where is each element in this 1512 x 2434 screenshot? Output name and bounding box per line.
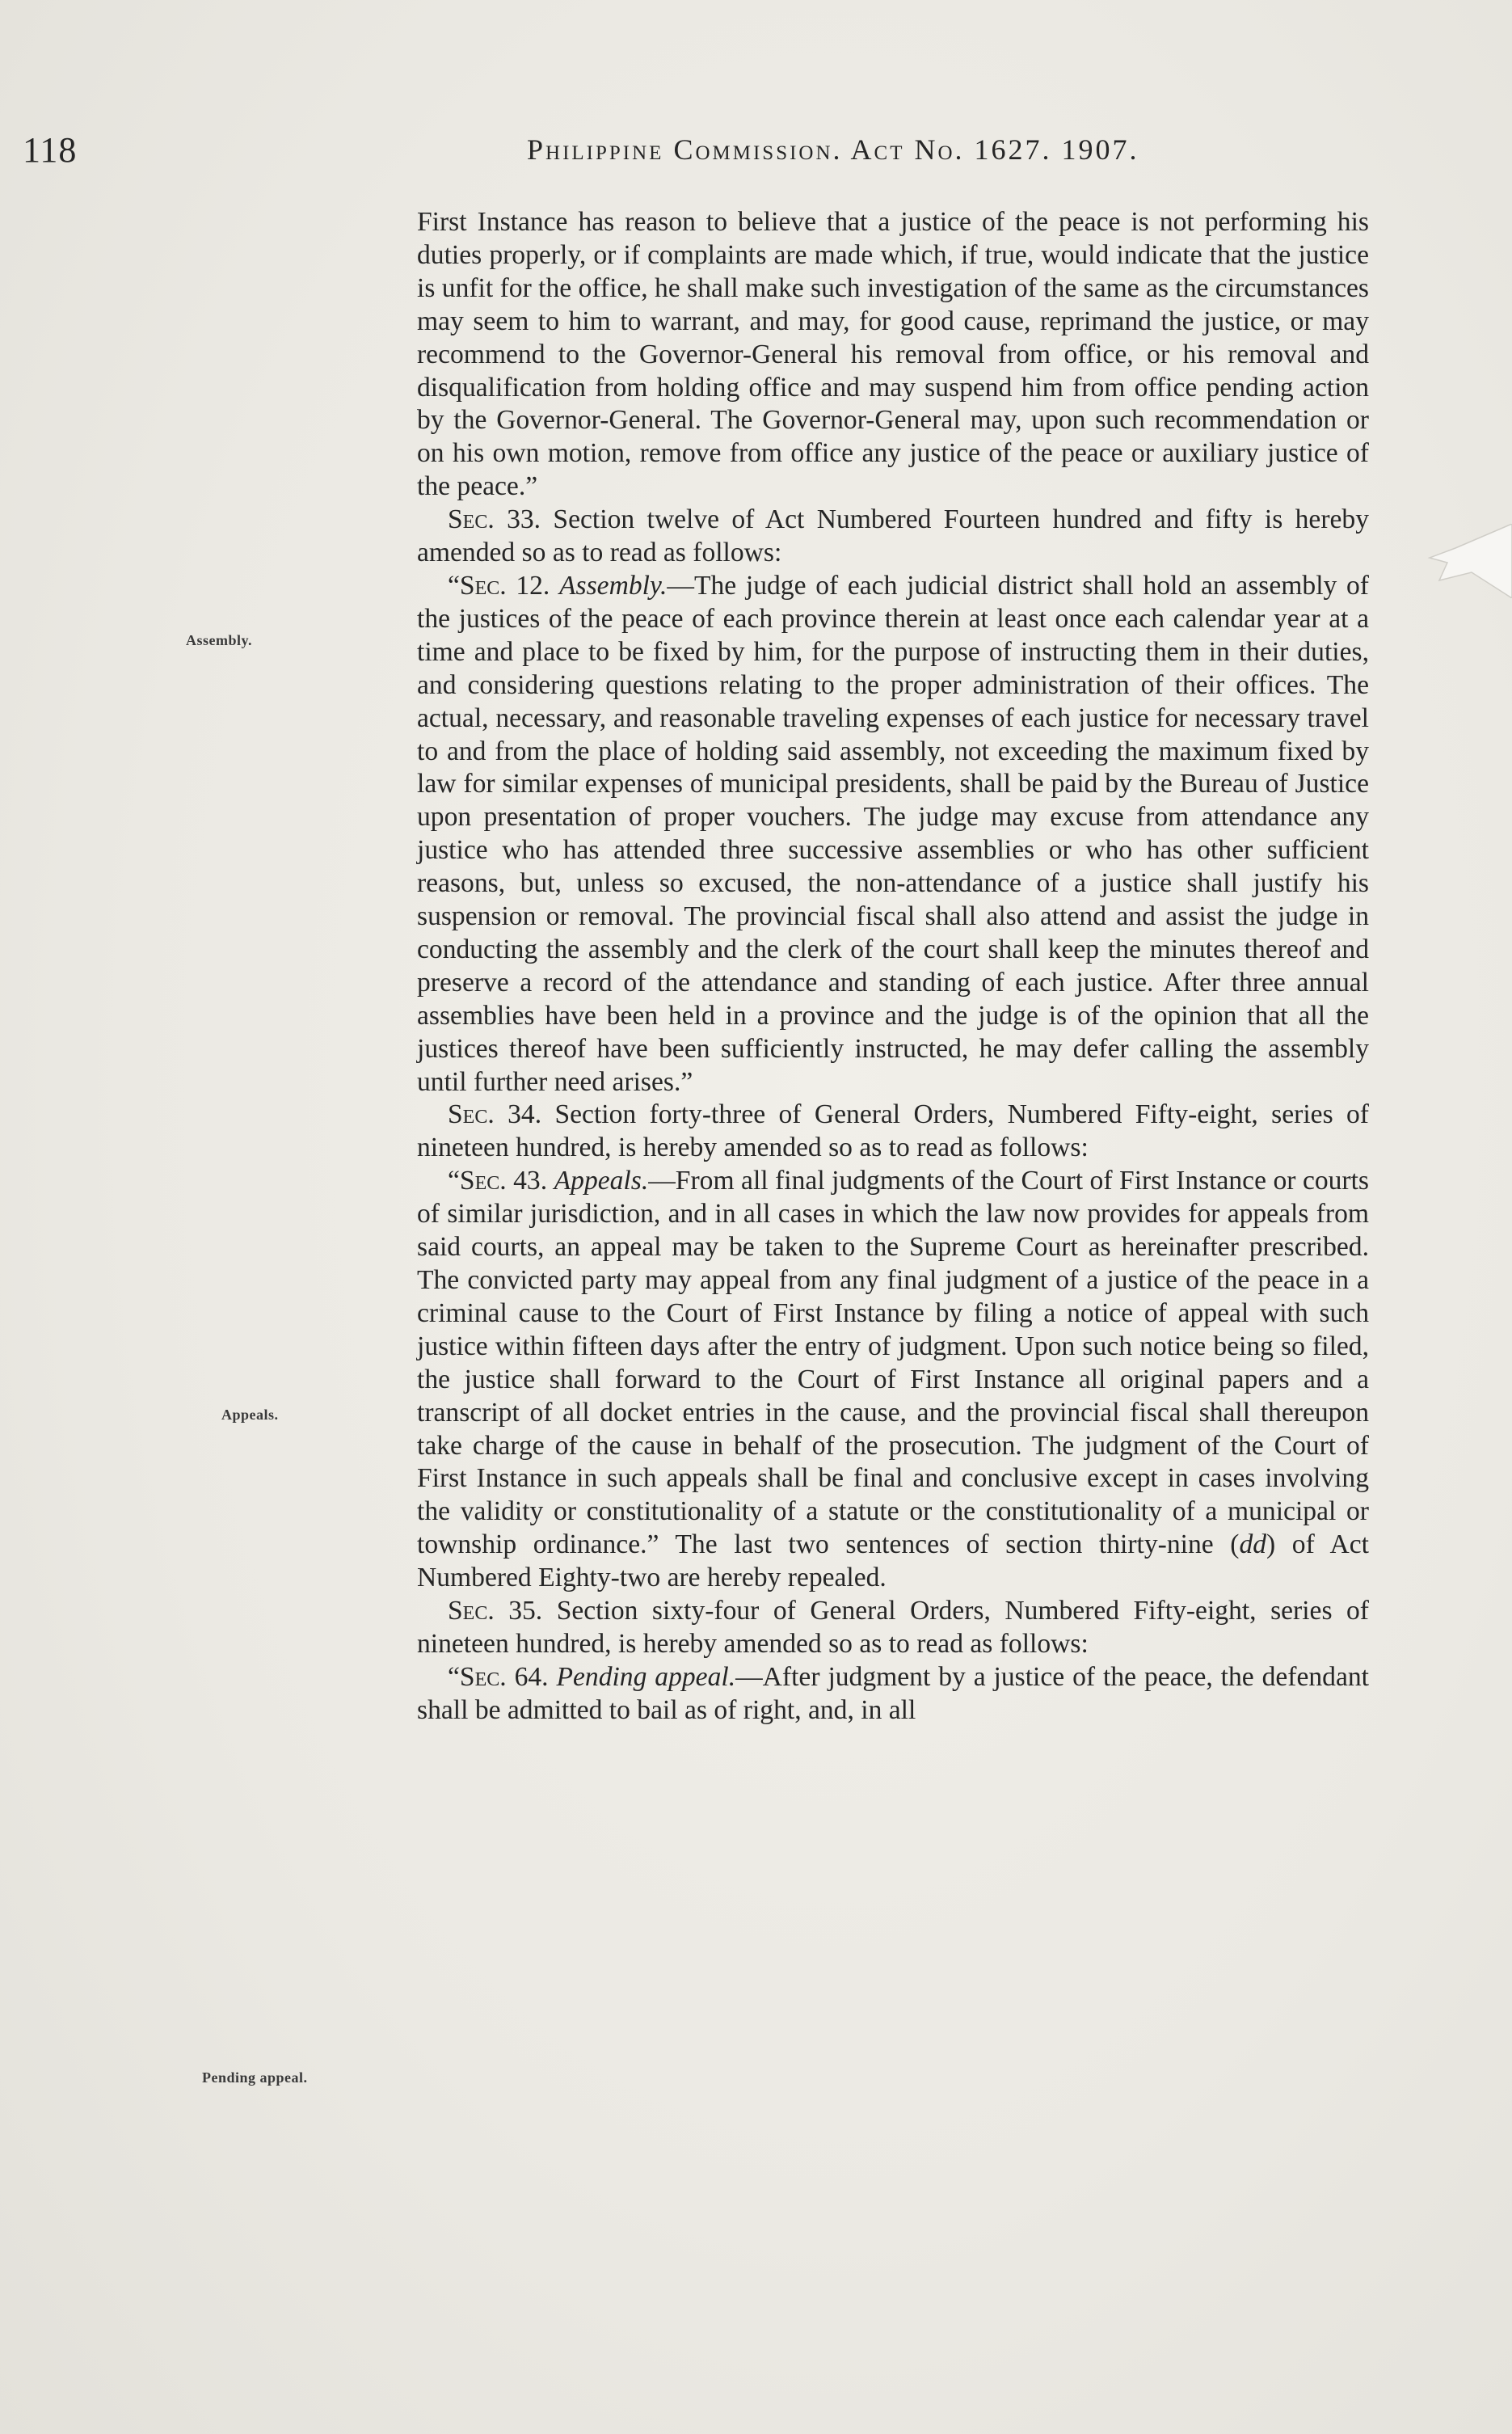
section-number: “Sec. 64. xyxy=(448,1661,549,1692)
paragraph-section-35 xyxy=(417,1595,1369,1661)
paragraph-text: —From all final judgments of the Court of First Instance or courts of similar jurisdiction, and in all cases in which the law now provides for appeals from said courts, an appeal may be taken to the Supreme Court as hereinafter prescribed. The convicted party may appeal from any final judgment of a justice of the peace in a criminal cause to the Court of First Instance by filing a notice of appeal with such justice within fifteen days after the entry of judgment. Upon such notice being so filed, the justice shall forward to the Court of First Instance all original papers and a transcript of all docket entries in the cause, and the provincial fiscal shall thereupon take charge of the cause in behalf of the prosecution. The judgment of the Court of First Instance in such appeals shall be final and conclusive except in cases involving the validity or constitutionality of a statute or the constitutionality of a municipal or township ordinance.” The last two sentences of section thirty-nine ( xyxy=(417,1166,1370,1560)
paragraph-text: Section forty-three of General Orders, Numbered Fifty-eight, series of nineteen hundred, is hereby amended so as to read as follows: xyxy=(417,1099,1369,1163)
paper-tear-mark xyxy=(1423,524,1512,598)
section-number: Sec. 34. xyxy=(448,1099,542,1130)
section-number: “Sec. 12. xyxy=(448,570,550,601)
section-number: Sec. 35. xyxy=(448,1596,543,1626)
margin-note-assembly: Assembly. xyxy=(186,632,253,648)
paragraph-section-12 xyxy=(417,570,1369,1099)
margin-note-pending-appeal: Pending appeal. xyxy=(202,2069,308,2086)
section-heading: Assembly. xyxy=(559,570,668,601)
paragraph-text: —After judgment by a justice of the peace, the defendant shall be admitted to bail as of right, and, in all xyxy=(417,1661,1369,1725)
section-number: Sec. 33. xyxy=(448,504,541,535)
body-text xyxy=(417,206,1369,1727)
paragraph-text: Section twelve of Act Numbered Fourteen hundred and fifty is hereby amended so as to read as follows: xyxy=(417,504,1369,568)
paragraph-text: ) of Act Numbered Eighty-two are hereby repealed. xyxy=(417,1529,1369,1593)
page-number: 118 xyxy=(23,130,78,170)
paragraph-section-64 xyxy=(417,1661,1369,1727)
paragraph-continued: First Instance has reason to believe that a justice of the peace is not performing his duties properly, or if complaints are made which, if true, would indicate that the justice is unfit for the office, he shall make such investigation of the same as the circumstances may seem to him to warrant, and may, for good cause, reprimand the justice, or may recommend to the Governor-General his removal from office, or his removal and disqualification from holding office and may suspend him from office pending action by the Governor-General. The Governor-General may, upon such recommendation or on his own motion, remove from office any justice of the peace or auxiliary justice of the peace.” xyxy=(417,207,1369,502)
section-heading: Pending appeal. xyxy=(556,1661,736,1692)
section-heading: Appeals. xyxy=(554,1166,649,1196)
section-number: “Sec. 43. xyxy=(448,1166,548,1196)
paragraph-text: Section sixty-four of General Orders, Numbered Fifty-eight, series of nineteen hundred, is hereby amended so as to read as follows: xyxy=(417,1596,1369,1659)
paragraph-section-34 xyxy=(417,1099,1369,1165)
paragraph-reference: dd xyxy=(1239,1529,1267,1560)
running-head: Philippine Commission. Act No. 1627. 1907. xyxy=(527,133,1139,166)
paragraph-section-43 xyxy=(417,1165,1369,1595)
margin-note-appeals: Appeals. xyxy=(221,1407,279,1423)
paragraph-section-33 xyxy=(417,504,1369,570)
paragraph-text: —The judge of each judicial district shall hold an assembly of the justices of the peace of each province therein at least once each calendar year at a time and place to be fixed by him, for the purpose of instructing them in their duties, and considering questions relating to the proper administration of their offices. The actual, necessary, and reasonable traveling expenses of each justice for necessary travel to and from the place of holding said assembly, not exceeding the maximum fixed by law for similar expenses of municipal presidents, shall be paid by the Bureau of Justice upon presentation of proper vouchers. The judge may excuse from attendance any justice who has attended three successive assemblies or who has other sufficient reasons, but, unless so excused, the non-attendance of a justice shall justify his suspension or removal. The provincial fiscal shall also attend and assist the judge in conducting the assembly and the clerk of the court shall keep the minutes thereof and preserve a record of the attendance and standing of each justice. After three annual assemblies have been held in a province and the judge is of the opinion that all the justices thereof have been sufficiently instructed, he may defer calling the assembly until further need arises.” xyxy=(417,570,1369,1097)
